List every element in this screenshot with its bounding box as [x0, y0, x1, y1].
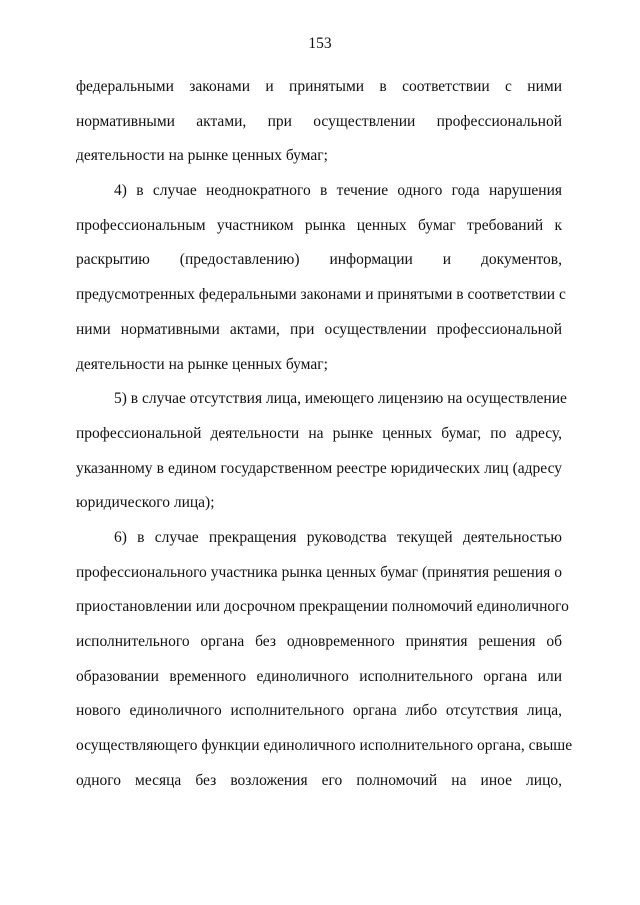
text-line: деятельности на рынке ценных бумаг;	[76, 355, 328, 373]
text-line: профессиональной деятельности на рынке ценных бумаг, по адресу,	[76, 424, 562, 442]
body-text	[76, 70, 573, 798]
page-number: 153	[308, 35, 332, 52]
text-line: деятельности на рынке ценных бумаг;	[76, 147, 328, 165]
text-line: профессионального участника рынка ценных бумаг (принятия решения о	[76, 563, 562, 581]
text-line: одного месяца без возложения его полномочий на иное лицо,	[76, 771, 562, 789]
text-line: приостановлении или досрочном прекращении полномочий единоличного	[76, 598, 569, 616]
text-line: юридического лица);	[76, 494, 215, 512]
text-line: федеральными законами и принятыми в соответствии с ними	[76, 78, 562, 95]
text-line: указанному в едином государственном реестре юридических лиц (адресу	[76, 459, 562, 477]
text-line: предусмотренных федеральными законами и принятыми в соответствии с	[76, 286, 566, 304]
text-line: ними нормативными актами, при осуществлении профессиональной	[76, 320, 562, 338]
text-line: раскрытию (предоставлению) информации и документов,	[76, 251, 562, 269]
text-line: нормативными актами, при осуществлении профессиональной	[76, 112, 562, 130]
text-line: профессиональным участником рынка ценных бумаг требований к	[76, 216, 562, 234]
text-line: 5) в случае отсутствия лица, имеющего лицензию на осуществление	[114, 390, 567, 408]
text-line: 6) в случае прекращения руководства текущей деятельностью	[114, 528, 562, 546]
text-line: нового единоличного исполнительного органа либо отсутствия лица,	[76, 702, 562, 720]
text-line: осуществляющего функции единоличного исполнительного органа, свыше	[76, 737, 573, 755]
text-line: образовании временного единоличного исполнительного органа или	[76, 667, 562, 685]
text-line: исполнительного органа без одновременного принятия решения об	[76, 633, 562, 650]
text-line: 4) в случае неоднократного в течение одного года нарушения	[114, 182, 562, 200]
